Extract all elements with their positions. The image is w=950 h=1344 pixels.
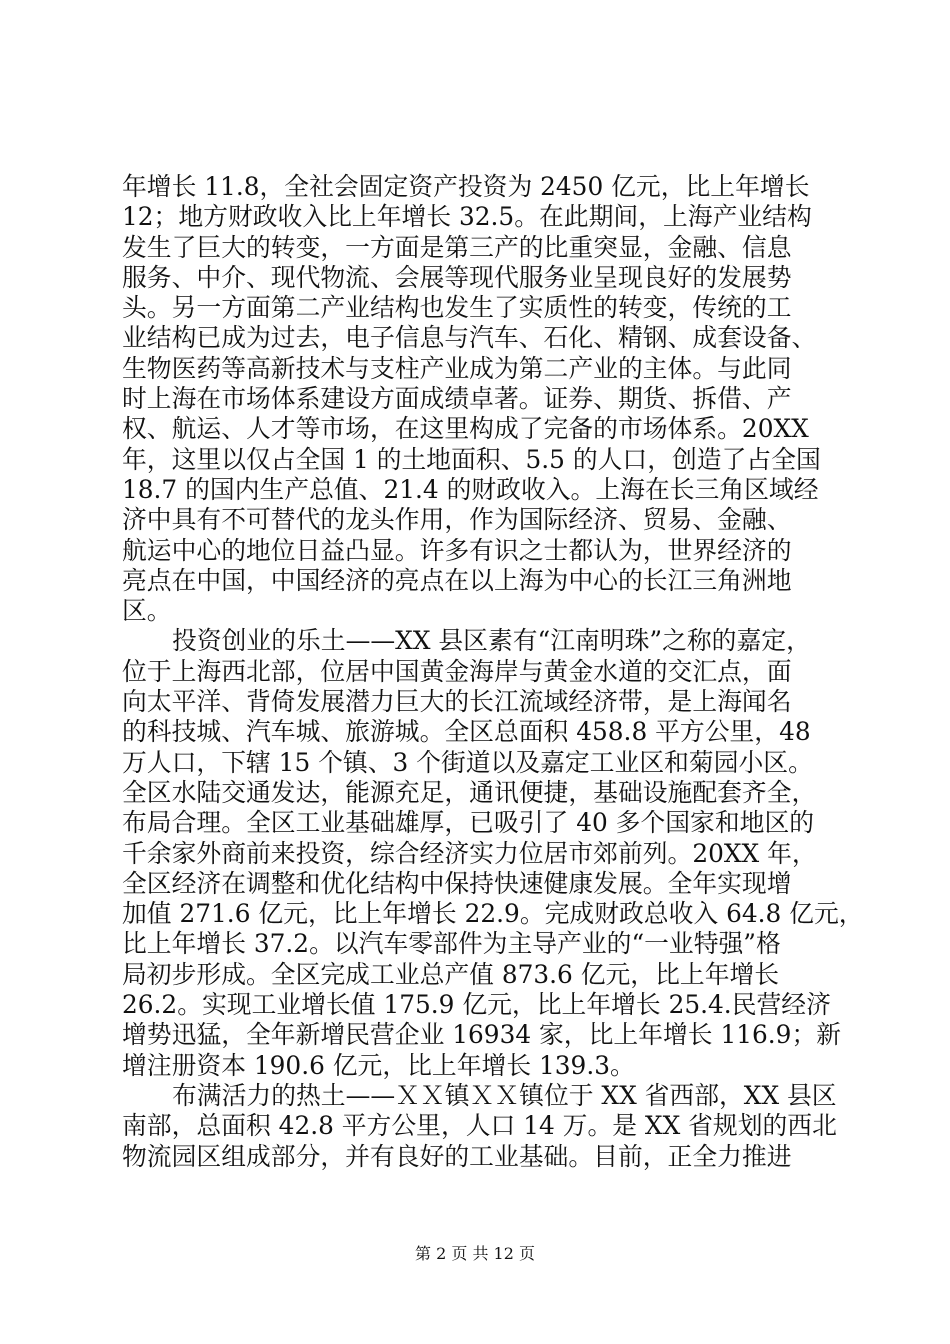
text-line: 权、航运、人才等市场，在这里构成了完备的市场体系。20XX <box>122 414 809 444</box>
text-line: 区。 <box>122 596 172 626</box>
text-line: 增注册资本 190.6 亿元，比上年增长 139.3。 <box>122 1050 635 1080</box>
text-line: 时上海在市场体系建设方面成绩卓著。证券、期货、拆借、产 <box>122 384 792 414</box>
text-line: 济中具有不可替代的龙头作用，作为国际经济、贸易、金融、 <box>122 505 792 535</box>
text-line: 的科技城、汽车城、旅游城。全区总面积 458.8 平方公里，48 <box>122 717 811 747</box>
text-line: 服务、中介、现代物流、会展等现代服务业呈现良好的发展势 <box>122 262 792 292</box>
paragraph-start-line: 投资创业的乐土——XX 县区素有“江南明珠”之称的嘉定， <box>172 626 811 656</box>
text-line: 增势迅猛，全年新增民营企业 16934 家，比上年增长 116.9；新 <box>122 1020 842 1050</box>
text-line: 向太平洋、背倚发展潜力巨大的长江流域经济带，是上海闻名 <box>122 687 792 717</box>
text-line: 加值 271.6 亿元，比上年增长 22.9。完成财政总收入 64.8 亿元， <box>122 899 864 929</box>
text-line: 万人口，下辖 15 个镇、3 个街道以及嘉定工业区和菊园小区。 <box>122 747 813 777</box>
text-line: 全区水陆交通发达，能源充足，通讯便捷，基础设施配套齐全， <box>122 777 817 807</box>
text-line: 物流园区组成部分，并有良好的工业基础。目前，正全力推进 <box>122 1141 792 1171</box>
text-line: 发生了巨大的转变，一方面是第三产的比重突显，金融、信息 <box>122 232 792 262</box>
text-line: 航运中心的地位日益凸显。许多有识之士都认为，世界经济的 <box>122 535 792 565</box>
text-line: 南部，总面积 42.8 平方公里，人口 14 万。是 XX 省规划的西北 <box>122 1111 837 1141</box>
text-line: 26.2。实现工业增长值 175.9 亿元，比上年增长 25.4.民营经济 <box>122 990 831 1020</box>
body-text <box>122 172 864 1172</box>
text-line: 生物医药等高新技术与支柱产业成为第二产业的主体。与此同 <box>122 353 792 383</box>
page-footer: 第 2 页 共 12 页 <box>415 1244 535 1263</box>
text-line: 18.7 的国内生产总值、21.4 的财政收入。上海在长三角区域经 <box>122 474 819 504</box>
text-line: 比上年增长 37.2。以汽车零部件为主导产业的“一业特强”格 <box>122 929 781 959</box>
text-line: 12；地方财政收入比上年增长 32.5。在此期间，上海产业结构 <box>122 202 812 232</box>
text-line: 业结构已成为过去，电子信息与汽车、石化、精钢、成套设备、 <box>122 323 817 353</box>
paragraph-start-line: 布满活力的热土——ＸＸ镇ＸＸ镇位于 XX 省西部，XX 县区 <box>172 1080 837 1110</box>
text-line: 年，这里以仅占全国 1 的土地面积、5.5 的人口，创造了占全国 <box>122 444 821 474</box>
text-line: 亮点在中国，中国经济的亮点在以上海为中心的长江三角洲地 <box>122 565 792 595</box>
text-line: 千余家外商前来投资，综合经济实力位居市郊前列。20XX 年， <box>122 838 817 868</box>
text-line: 全区经济在调整和优化结构中保持快速健康发展。全年实现增 <box>122 868 792 898</box>
text-line: 头。另一方面第二产业结构也发生了实质性的转变，传统的工 <box>122 293 792 323</box>
text-line: 布局合理。全区工业基础雄厚，已吸引了 40 多个国家和地区的 <box>122 808 815 838</box>
text-line: 年增长 11.8，全社会固定资产投资为 2450 亿元，比上年增长 <box>122 172 810 201</box>
text-line: 局初步形成。全区完成工业总产值 873.6 亿元，比上年增长 <box>122 959 780 989</box>
text-line: 位于上海西北部，位居中国黄金海岸与黄金水道的交汇点，面 <box>122 656 792 686</box>
